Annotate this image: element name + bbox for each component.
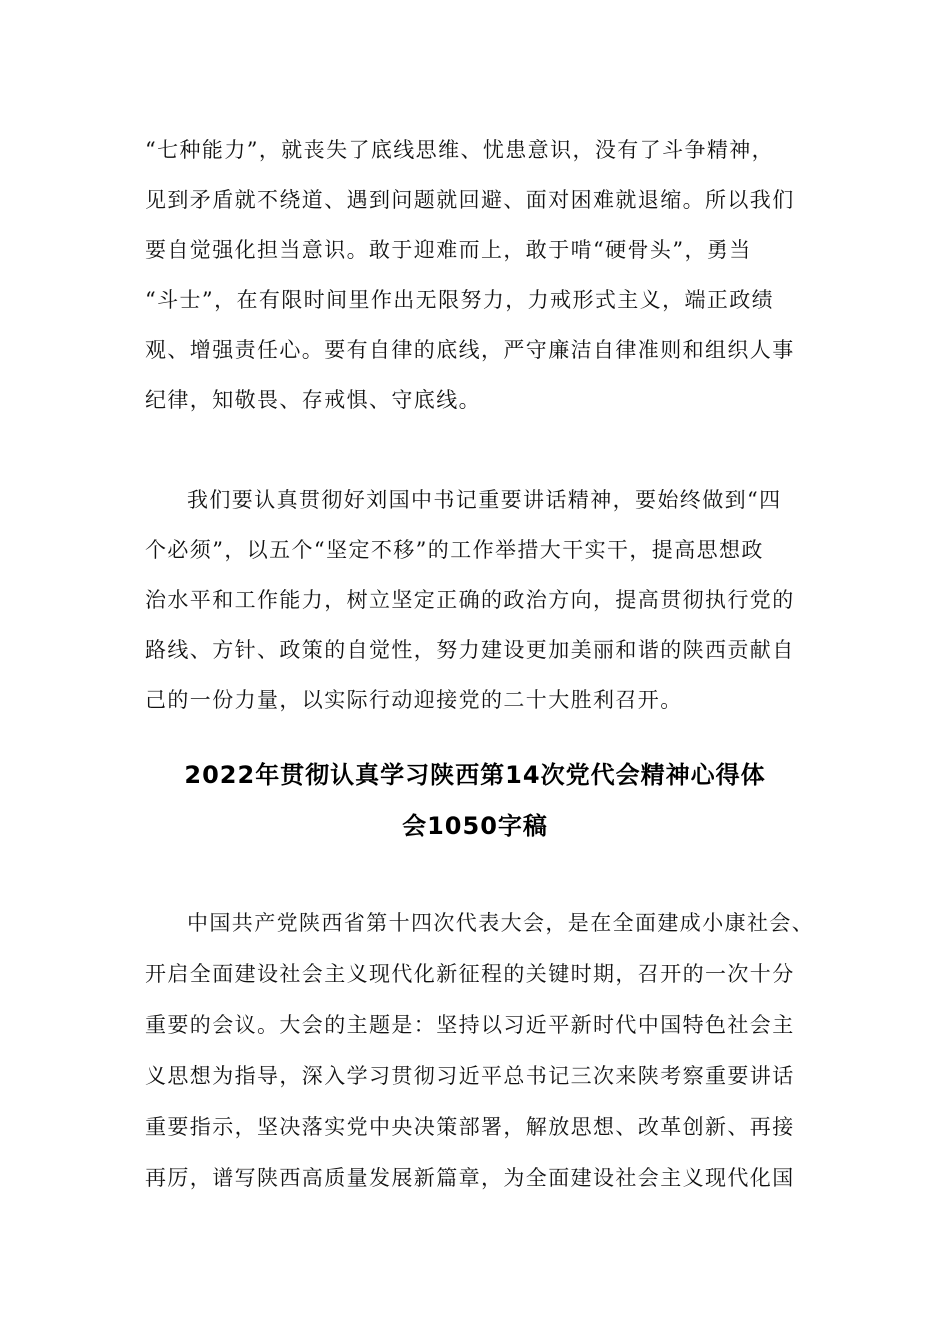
paragraph-3-line-5: 重要指示，坚决落实党中央决策部署，解放思想、改革创新、再接	[145, 1115, 795, 1139]
paragraph-3-line-3: 重要的会议。大会的主题是：坚持以习近平新时代中国特色社会主	[145, 1013, 795, 1037]
paragraph-1-line-1: “七种能力”，就丧失了底线思维、忧患意识，没有了斗争精神，	[145, 138, 775, 162]
article-title-line-2: 会1050字稿	[402, 812, 548, 840]
paragraph-2-line-5: 己的一份力量，以实际行动迎接党的二十大胜利召开。	[145, 688, 683, 712]
paragraph-3-line-1: 中国共产党陕西省第十四次代表大会，是在全面建成小康社会、	[187, 911, 815, 935]
paragraph-1-line-2: 见到矛盾就不绕道、遇到问题就回避、面对困难就退缩。所以我们	[145, 188, 795, 212]
paragraph-1-line-4: “斗士”，在有限时间里作出无限努力，力戒形式主义，端正政绩	[145, 288, 775, 312]
paragraph-2-line-2: 个必须”，以五个“坚定不移”的工作举措大干实干，提高思想政	[145, 538, 764, 562]
paragraph-3-line-4: 义思想为指导，深入学习贯彻习近平总书记三次来陕考察重要讲话	[145, 1064, 795, 1088]
paragraph-3-line-2: 开启全面建设社会主义现代化新征程的关键时期，召开的一次十分	[145, 962, 795, 986]
paragraph-2-line-1: 我们要认真贯彻好刘国中书记重要讲话精神，要始终做到“四	[187, 488, 782, 512]
paragraph-2-line-4: 路线、方针、政策的自觉性，努力建设更加美丽和谐的陕西贡献自	[145, 638, 795, 662]
paragraph-3-line-6: 再厉，谱写陕西高质量发展新篇章，为全面建设社会主义现代化国	[145, 1166, 795, 1190]
paragraph-2-line-3: 治水平和工作能力，树立坚定正确的政治方向，提高贯彻执行党的	[145, 588, 795, 612]
paragraph-1-line-5: 观、增强责任心。要有自律的底线，严守廉洁自律准则和组织人事	[145, 338, 795, 362]
paragraph-1-line-6: 纪律，知敬畏、存戒惧、守底线。	[145, 388, 481, 412]
paragraph-1-line-3: 要自觉强化担当意识。敢于迎难而上，敢于啃“硬骨头”，勇当	[145, 238, 752, 262]
article-title-line-1: 2022年贯彻认真学习陕西第14次党代会精神心得体	[184, 761, 766, 789]
